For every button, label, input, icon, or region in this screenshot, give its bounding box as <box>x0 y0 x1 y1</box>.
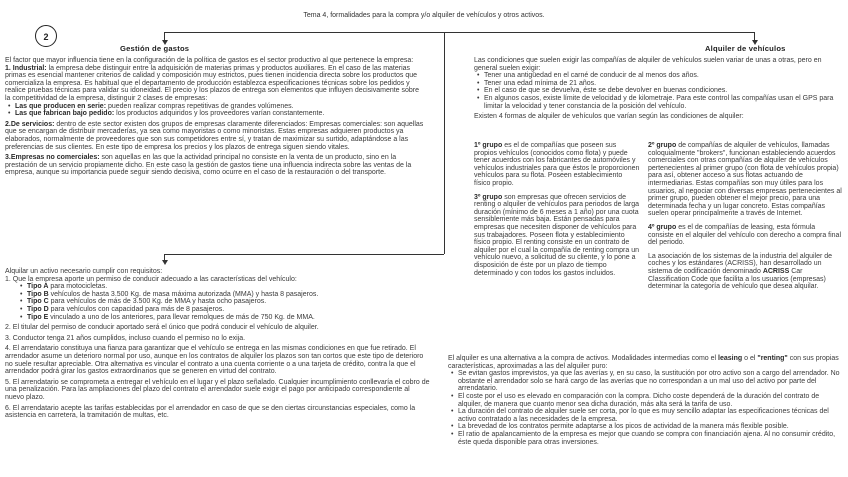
requisito-5: 5. El arrendatario se comprometa a entregar el vehículo en el lugar y el plazo señalado. Cualquier incumplimiento conllevaría el cobro de una penalización. Para las ampliaciones del plazo del contrato el arrendador suele exigir el pago por anticipado correspondiente al nuevo plazo. <box>5 378 430 401</box>
industrial-title: 1. Industrial: <box>5 64 47 72</box>
alquiler-alternativa <box>448 355 842 446</box>
gastos-heading: Gestión de gastos <box>120 44 190 53</box>
list-item: • Tener una antigüedad en el carné de conducir de al menos dos años. <box>484 72 840 80</box>
list-item: • Tipo C para vehículos de más de 3.500 Kg. de MMA y hasta ocho pasajeros. <box>27 298 430 306</box>
requisito-6: 6. El arrendatario acepte las tarifas establecidas por el arrendador en caso de que se den ciertas circunstancias especiales, como la asistencia en carretera, la tramitación de multas, etc. <box>5 404 416 420</box>
requisitos-intro: Alquilar un activo necesario cumplir con requisitos: <box>5 268 163 275</box>
servicios-text: dentro de este sector existen dos grupos de empresas claramente diferenciados: Empresas comerciales: son aquellas que se encargan de distribuir mercaderías, ya sea como mayoristas o como minoristas. Estas empresas adquieren productos ya elaborados, normalmente de proveedores que son sus competidores entre sí, y tratan de maximizar su surtido, adaptándose a las preferencias de sus clientes. En este tipo de empresa los precios y los plazos de entrega siguen siendo vitales. <box>5 120 424 151</box>
industrial-list <box>5 103 425 118</box>
list-item: • Las que fabrican bajo pedido: los productos adquiridos y los proveedores varían constantemente. <box>15 110 425 118</box>
grupos-right-column <box>648 142 842 294</box>
alquiler-puro-list <box>448 370 842 446</box>
grupos-left-column <box>474 142 640 280</box>
grupo-1: 1º grupo es el de compañías que poseen sus propios vehículos (conocidos como flota) y puede tener acuerdos con los fabricantes de automóviles y vehículos industriales para que éstos le proporcionen vehículos para su flota. Poseen establecimiento físico propio. <box>474 142 640 187</box>
requisito-2: 2. El titular del permiso de conducir aportado será el único que podrá conducir el vehículo de alquiler. <box>5 324 319 332</box>
servicios-block <box>5 121 425 151</box>
acriss-paragraph: La asociación de los sistemas de la industria del alquiler de coches y los estándares (ACRISS), han desarrollado un sistema de codificación denominado ACRISS Car Classification Code que facilita a los usuarios (empresas) determinar la categoría de vehículo que desea alquilar. <box>648 252 833 291</box>
grupo-3: 3º grupo son empresas que ofrecen servicios de renting o alquiler de vehículos para periodos de larga duración (mínimo de 6 meses a 1 año) por una cuota sensiblemente más baja. Están pensadas para empresas que necesiten disponer de vehículos para sus trabajadores. Poseen flota y establecimiento físico propio. El renting consiste en un contrato de alquiler por el cual la compañía de renting compra un vehículo nuevo, a solicitud de su cliente, y lo pone a disposición de éste por un plazo de tiempo determinado y con todos los gastos incluidos. <box>474 193 639 277</box>
list-item: • Se evitan gastos imprevistos, ya que las averías y, en su caso, la sustitución por otro activo son a cargo del arrendador. No obstante el arrendador solo se hará cargo de las averías que no correspondan a un mal uso del activo por parte del arrendatario. <box>458 370 842 393</box>
grupo-4: 4º grupo es el de compañías de leasing, esta fórmula consiste en el alquiler del vehículo con derecho a compra final del periodo. <box>648 223 842 247</box>
alquiler-bullets <box>474 72 840 110</box>
nocomerciales-text: son aquellas en las que la actividad principal no consiste en la venta de un producto, sino en la prestación de un servicio propiamente dicho. En este caso la gestión de gastos tiene una influencia indirecta sobre las ventas de la empresa, aunque su importancia puede seguir siendo decisiva, como ocurre en el caso de la restauración o del transporte. <box>5 154 412 177</box>
page-number-badge: 2 <box>35 25 57 47</box>
topic-title: Tema 4, formalidades para la compra y/o alquiler de vehículos y otros activos. <box>303 12 545 19</box>
alternativa-intro: El alquiler es una alternativa a la compra de activos. Modalidades intermedias como el leasing o el "renting" con sus propias características, aproximadas a las del alquiler puro: <box>448 355 839 370</box>
list-item: • El ratio de apalancamiento de la empresa es mejor que cuando se compra con financiación ajena. Al no consumir crédito, éste queda disponible para otras inversiones. <box>458 431 842 446</box>
alquiler-heading: Alquiler de vehículos <box>705 44 786 53</box>
nocomerciales-block <box>5 154 425 177</box>
connector-center-drop <box>444 32 445 254</box>
list-item: • El coste por el uso es elevado en comparación con la compra. Dicho coste dependerá de la duración del contrato de alquiler, de manera que cuanto menor sea dicha duración, más alta será la tarifa de uso. <box>458 393 842 408</box>
requisitos-section <box>5 268 430 423</box>
list-item: • Tipo D para vehículos con capacidad para más de 8 pasajeros. <box>27 306 430 314</box>
grupo-2: 2º grupo de compañías de alquiler de vehículos, llamadas coloquialmente "brokers", funcionan estableciendo acuerdos comerciales con otras compañías de alquiler de vehículos pertenecientes al primer grupo (con flota de vehículos propia) para así, obtener acceso a sus flotas actuando de intermediarias. Estas compañías son muy útiles para los usuarios, al negociar con diversas empresas pertenecientes al primer grupo, pueden obtener el mejor precio, para una determinada fecha y un lugar concreto. Estas compañías suelen operar principalmente a través de Internet. <box>648 142 842 218</box>
industrial-block <box>5 65 425 118</box>
gastos-intro: El factor que mayor influencia tiene en la configuración de la política de gastos es el sector productivo al que pertenece la empresa: <box>5 57 414 64</box>
list-item: • Tipo E vinculado a uno de los anteriores, para llevar remolques de más de 750 Kg. de MMA. <box>27 314 430 322</box>
list-item: • Tipo A para motocicletas. <box>27 283 430 291</box>
list-item: • Las que producen en serie: pueden realizar compras repetitivas de grandes volúmenes. <box>15 103 425 111</box>
list-item: • Tipo B vehículos de hasta 3.500 Kg. de masa máxima autorizada (MMA) y hasta 8 pasajeros. <box>27 291 430 299</box>
arrow-down-icon <box>162 260 168 265</box>
nocomerciales-title: 3.Empresas no comerciales: <box>5 154 100 162</box>
alquiler-conditions <box>474 57 840 121</box>
alquiler-intro: Las condiciones que suelen exigir las compañías de alquiler de vehículos suelen variar de unas a otras, pero en general suelen exigir: <box>474 57 822 72</box>
requisito-1: 1. Que la empresa aporte un permiso de conducir adecuado a las características del vehículo: <box>5 275 297 283</box>
list-item: • En el caso de que se devuelva, éste se debe devolver en buenas condiciones. <box>484 87 840 95</box>
industrial-text: la empresa debe distinguir entre la adquisición de materias primas y productos auxiliares. En el caso de las materias primas es esencial mantener criterios de calidad y composición muy estrictos, pues tienen incidencia directa sobre los productos que comercializa la empresa. Es habitual que el departamento de producción establezca especificaciones técnicas sobre los pedidos y realice pruebas técnicas para validar su idoneidad. El precio y los plazos de entrega son elementos que influyen decisivamente sobre la competitividad de la empresa, distinguir 2 clases de empresas: <box>5 64 420 102</box>
permiso-tipos-list <box>5 283 430 321</box>
connector-horizontal <box>164 32 754 33</box>
list-item: • La duración del contrato de alquiler suele ser corta, por lo que es muy sencillo adaptar las especificaciones técnicas del activo contratado a las necesidades de la empresa. <box>458 408 842 423</box>
formas-intro: Existen 4 formas de alquiler de vehículos que varían según las condiciones de alquiler: <box>474 113 744 121</box>
list-item: • En algunos casos, existe límite de velocidad y de kilometraje. Para este control las compañías usan el GPS para limitar la velocidad y tener constancia de la posición del vehículo. <box>484 95 840 110</box>
requisito-3: 3. Conductor tenga 21 años cumplidos, incluso cuando el permiso no lo exija. <box>5 334 246 342</box>
connector-branch <box>164 254 444 255</box>
servicios-title: 2.De servicios: <box>5 120 55 128</box>
requisito-4: 4. El arrendatario constituya una fianza para garantizar que el vehículo se entrega en las mismas condiciones en que fue retirado. El arrendador asume un deterioro normal por uso, aunque en los contratos de alquiler los plazos son tan cortos que este tipo de deterioro no suele resultar apreciable. Otra alternativa es vincular el contrato a una cuenta corriente o a una tarjeta de crédito, contra la que el arrendador podrá girar los gastos extraordinarios que se generen en virtud del contrato. <box>5 345 424 376</box>
gastos-section <box>5 57 425 180</box>
list-item: • Tener una edad mínima de 21 años. <box>484 80 840 88</box>
list-item: • La brevedad de los contratos permite adaptarse a los picos de actividad de la manera más flexible posible. <box>458 423 842 431</box>
